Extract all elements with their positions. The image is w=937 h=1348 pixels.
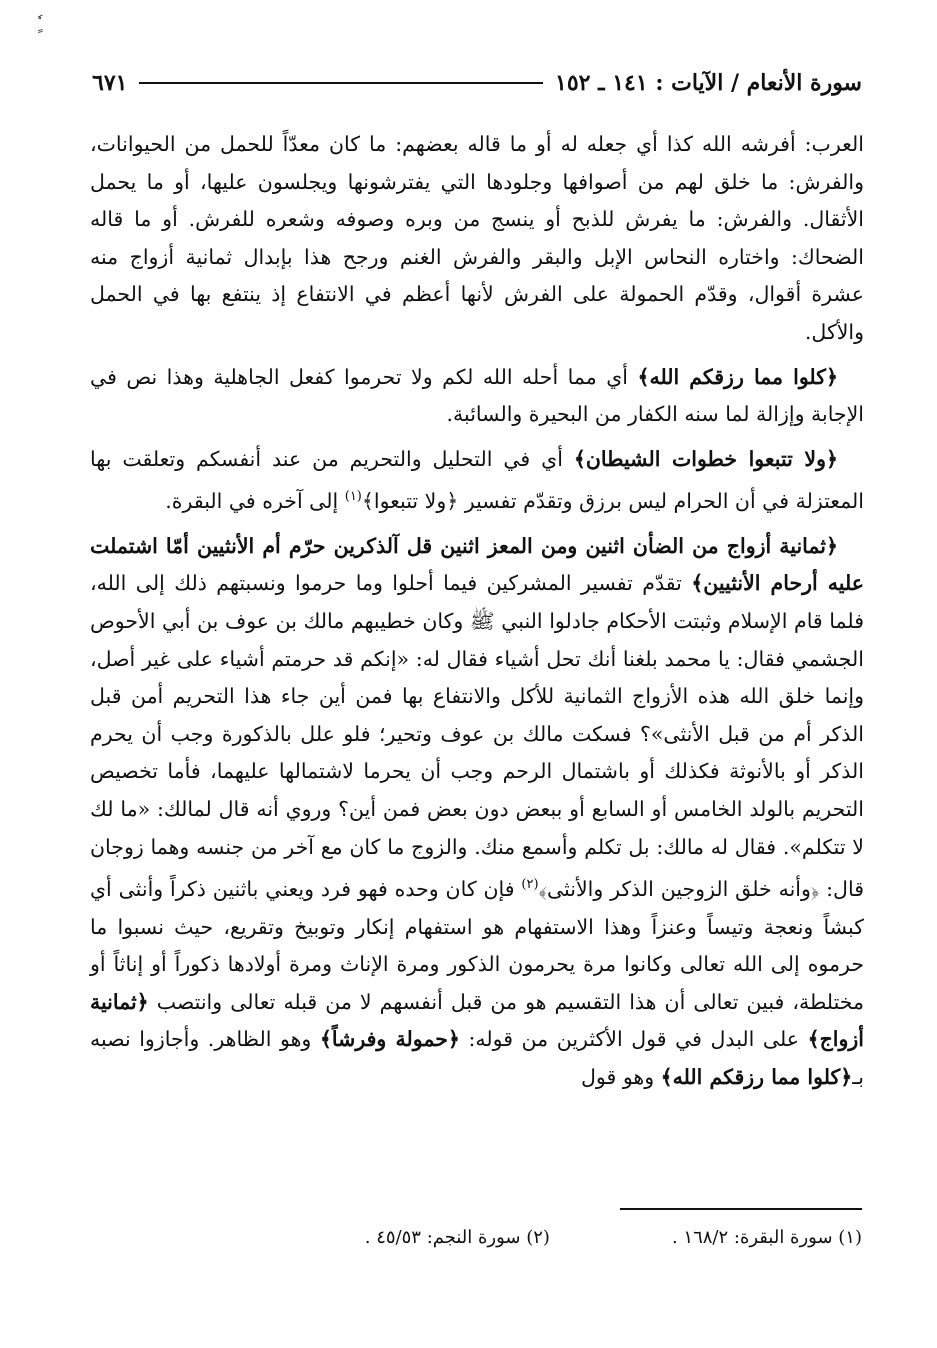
quran-quote: ﴿ثمانية أزواج﴾	[90, 989, 864, 1052]
commentary-text: العرب: أفرشه الله كذا أي جعله له أو ما قاله بعضهم: ما كان معدّاً للحمل من الحيوانات، والفرش: ما خلق لهم من أصوافها وجلودها التي يفترشونها ويجلسون عليها، أو ما يحمل الأثقال. والفرش: ما يفرش للذبح أو ينسج من وبره وصوفه وشعره للفرش. أو ما قاله الضحاك: واختاره النحاس الإبل والبقر والفرش الغنم ورجح هذا بإبدال ثمانية أزواج منه عشرة أقوال، وقدّم الحمولة على الفرش لأنها أعظم في الانتفاع إذ ينتفع بها في الحمل والأكل.	[90, 132, 864, 344]
footnote-ref: (٢)	[521, 877, 539, 893]
quran-quote: ﴿كلوا مما رزقكم الله﴾	[637, 364, 838, 389]
footnote-ref: (١)	[344, 489, 362, 505]
commentary-text: إلى آخره في البقرة.	[165, 489, 345, 514]
commentary-text: على البدل في قول الأكثرين من قوله:	[459, 1027, 808, 1052]
body-text	[90, 126, 864, 1104]
quran-quote: ﴿ثمانية أزواج من الضأن اثنين ومن المعز اثنين قل آلذكرين حرّم أم الأنثيين أمّا اشتملت عليه أرحام الأنثيين﴾	[90, 533, 864, 596]
commentary-text: وهو الظاهر. وأجازوا نصبه بـ	[90, 1027, 864, 1089]
footnote-separator	[620, 1208, 862, 1210]
footnote-2: (٢) سورة النجم: ٤٥/٥٣ .	[364, 1226, 550, 1248]
quran-quote: ﴿كلوا مما رزقكم الله﴾	[660, 1064, 853, 1089]
commentary-text: فإن كان وحده فهو فرد ويعني باثنين ذكراً وأنثى أي كبشاً ونعجة وتيساً وعنزاً وهذا الاستفهام هو استفهام إنكار وتوبيخ وتقريع، حيث نسبوا ما حرموه إلى الله تعالى وكانوا مرة يحرمون الذكور ومرة الإناث ومرة أولادها ذكوراً أو إناثاً أو مختلطة، فبين تعالى أن هذا التقسيم هو من قبل أنفسهم لا من قبله تعالى وانتصب	[90, 876, 864, 1014]
header-rule	[139, 82, 543, 84]
header-title: سورة الأنعام / الآيات : ١٤١ ـ ١٥٢	[555, 70, 862, 96]
paragraph-p4	[90, 528, 864, 1097]
page-number: ٦٧١	[92, 70, 128, 96]
commentary-text: أي في التحليل والتحريم من عند أنفسكم وتعلقت بها المعتزلة في أن الحرام ليس برزق وتقدّم تفسير ﴿ولا تتبعوا﴾	[90, 446, 864, 514]
footnotes	[220, 1222, 862, 1252]
footnote-1: (١) سورة البقرة: ١٦٨/٢ .	[671, 1226, 862, 1248]
paragraph-p3	[90, 441, 864, 521]
corner-mark: ٍ ٗ	[38, 14, 43, 33]
running-header	[92, 66, 862, 100]
commentary-text: وهو قول	[581, 1064, 661, 1089]
quran-quote: ﴿ولا تتبعوا خطوات الشيطان﴾	[573, 446, 838, 471]
paragraph-p1	[90, 126, 864, 352]
commentary-text: تقدّم تفسير المشركين فيما أحلوا وما حرموا ونسبتهم ذلك إلى الله، فلما قام الإسلام وثبتت الأحكام جادلوا النبي ﷺ وكان خطيبهم مالك بن عوف بن أبي الأحوص الجشمي فقال: يا محمد بلغنا أنك تحل أشياء فقال له: «إنكم قد حرمتم أشياء على غير أصل، وإنما خلق الله هذه الأزواج الثمانية للأكل والانتفاع بها فمن أين جاء هذا التحريم أمن قبل الذكر أم من قبل الأنثى»؟ فسكت مالك بن عوف وتحير؛ فلو علل بالذكورة وجب أن يحرم الذكر أو بالأنوثة فكذلك أو باشتمال الرحم وجب أن يحرما لاشتمالها عليهما، فأما تخصيص التحريم بالولد الخامس أو السابع أو ببعض دون بعض فمن أين؟ وروي أنه قال لمالك: «ما لك لا تتكلم». فقال له مالك: بل تكلم وأسمع منك. والزوج ما كان مع آخر من جنسه وهما زوجان قال: ﴿وأنه خلق الزوجين الذكر والأنثى﴾	[90, 571, 864, 901]
commentary-text: أي مما أحله الله لكم ولا تحرموا كفعل الجاهلية وهذا نص في الإجابة وإزالة لما سنه الكفار من البحيرة والسائبة.	[90, 364, 864, 427]
quran-quote: ﴿حمولة وفرشاً﴾	[319, 1027, 460, 1052]
paragraph-p2	[90, 359, 864, 434]
